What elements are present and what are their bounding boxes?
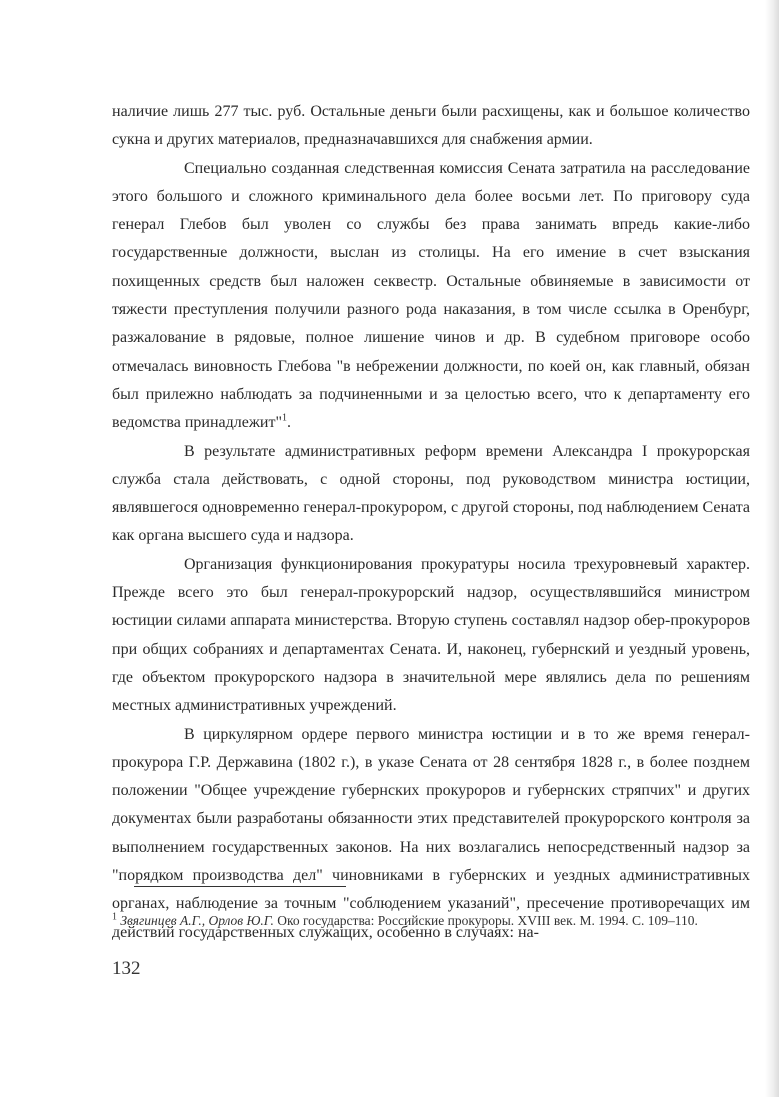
footnote-citation: Око государства: Российские прокуроры. XVIII век. М. 1994. С. 109–110. [273,913,698,928]
scan-page-edge [765,0,779,1097]
paragraph-2 [112,155,750,438]
footnote-divider [134,886,346,887]
paragraph-5: В циркулярном ордере первого министра юстиции и в то же время генерал-прокурора Г.Р. Державина (1802 г.), в указе Сената от 28 сентября 1828 г., в более позднем положении "Общее учреждение губернских прокуроров и губернских стряпчих" и других документах были разработаны обязанности этих представителей прокурорского контроля за выполнением государственных законов. На них возлагались непосредственный надзор за "порядком производства дел" чиновниками в губернских и уездных административных органах, наблюдение за точным "соблюдением указаний", пресечение противоречащих им действий государственных служащих, особенно в случаях: на- [112,725,750,941]
page-body [112,98,750,947]
footnote-marker: 1 [112,911,117,923]
footnote-reference[interactable]: 1 [282,412,288,424]
paragraph-1: наличие лишь 277 тыс. руб. Остальные деньги были расхищены, как и большое количество сукна и других материалов, предназначавшихся для снабжения армии. [112,103,750,149]
paragraph-4: Организация функционирования прокуратуры носила трехуровневый характер. Прежде всего это был генерал-прокурорский надзор, осуществлявшийся министром юстиции силами аппарата министерства. Вторую ступень составлял надзор обер-прокуроров при общих собраниях и департаментах Сената. И, наконец, губернский и уездный уровень, где объектом прокурорского надзора в значительной мере являлись дела по решениям местных административных учреждений. [112,555,750,715]
footnote-1 [112,911,750,931]
paragraph-3: В результате административных реформ времени Александра I прокурорская служба стала действовать, с одной стороны, под руководством министра юстиции, являвшегося одновременно генерал-прокурором, с другой стороны, под наблюдением Сената как органа высшего суда и надзора. [112,442,750,545]
footnote-authors: Звягинцев А.Г., Орлов Ю.Г. [120,913,274,928]
page-number: 132 [112,958,141,979]
footnotes [112,886,750,931]
paragraph-2-end: . [287,414,292,432]
paragraph-2-text: Специально созданная следственная комиссия Сената затратила на расследование этого большого и сложного криминального дела более восьми лет. По приговору суда генерал Глебов был уволен со службы без права занимать впредь какие-либо государственные должности, выслан из столицы. На его имение в счет взыскания похищенных средств был наложен секвестр. Остальные обвиняемые в зависимости от тяжести преступления получили разного рода наказания, в том числе ссылка в Оренбург, разжалование в рядовые, полное лишение чинов и др. В судебном приговоре особо отмечалась виновность Глебова "в небрежении должности, по коей он, как главный, обязан был прилежно наблюдать за подчиненными и за целостью всего, что к департаменту его ведомства принадлежит" [112,159,750,432]
